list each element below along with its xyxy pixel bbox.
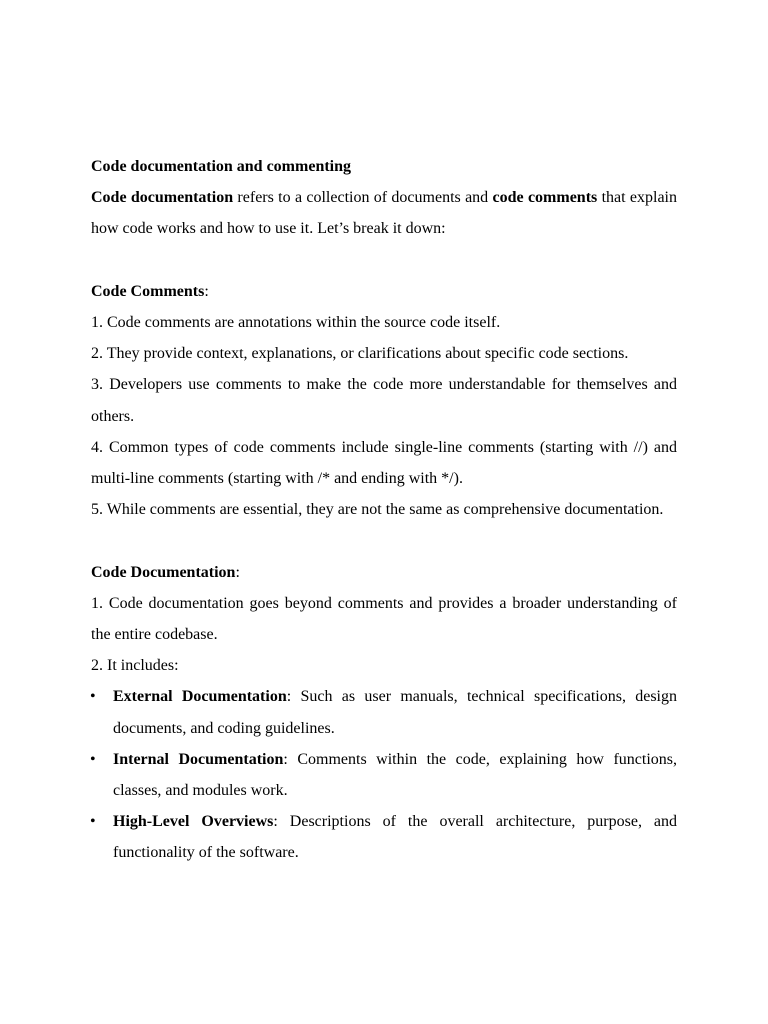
intro-text-1: refers to a collection of documents and bbox=[233, 189, 493, 207]
comments-item-2: 2. They provide context, explanations, or clarifications about specific code sections. bbox=[91, 345, 629, 363]
bullet-item-internal bbox=[91, 744, 677, 806]
intro-text-2: that explain how code works and how to use it. Let’s break it down: bbox=[91, 189, 678, 238]
spacer bbox=[91, 525, 677, 556]
comments-item-3: 3. Developers use comments to make the code more understandable for themselves and others. bbox=[91, 376, 677, 425]
documentation-bullet-list bbox=[91, 681, 677, 868]
documentation-heading bbox=[91, 557, 677, 588]
bullet-icon: • bbox=[90, 688, 96, 706]
comments-item-4: 4. Common types of code comments include single-line comments (starting with //) and multi-line comments (starting with /* and ending with */). bbox=[91, 438, 677, 488]
intro-paragraph bbox=[91, 182, 677, 244]
bullet-text: : Such as user manuals, technical specifications, design documents, and coding guidelines. bbox=[113, 688, 678, 737]
bullet-term: External Documentation bbox=[113, 688, 287, 706]
comments-heading bbox=[91, 276, 677, 307]
documentation-heading-colon: : bbox=[235, 563, 240, 581]
bullet-item-external bbox=[91, 681, 677, 743]
intro-bold-term-2: code comments bbox=[492, 189, 598, 207]
bullet-text: : Descriptions of the overall architecture, purpose, and functionality of the software. bbox=[113, 813, 678, 862]
bullet-icon: • bbox=[90, 750, 96, 768]
bullet-term: Internal Documentation bbox=[113, 750, 284, 768]
document-title: Code documentation and commenting bbox=[91, 158, 352, 175]
documentation-item-1: 1. Code documentation goes beyond comments and provides a broader understanding of the entire codebase. bbox=[91, 594, 677, 644]
comments-item-1: 1. Code comments are annotations within the source code itself. bbox=[91, 314, 501, 331]
document-page bbox=[91, 151, 677, 869]
comments-item-5: 5. While comments are essential, they are not the same as comprehensive documentation. bbox=[91, 501, 664, 519]
bullet-text: : Comments within the code, explaining how functions, classes, and modules work. bbox=[113, 750, 677, 800]
intro-bold-term-1: Code documentation bbox=[91, 189, 234, 207]
bullet-term: High-Level Overviews bbox=[113, 813, 274, 831]
spacer bbox=[91, 245, 677, 276]
bullet-item-overviews bbox=[91, 806, 677, 868]
documentation-item-2: 2. It includes: bbox=[91, 657, 179, 675]
documentation-heading-label: Code Documentation bbox=[91, 563, 236, 581]
comments-heading-label: Code Comments bbox=[91, 282, 205, 300]
bullet-icon: • bbox=[90, 813, 96, 831]
comments-heading-colon: : bbox=[204, 282, 209, 300]
